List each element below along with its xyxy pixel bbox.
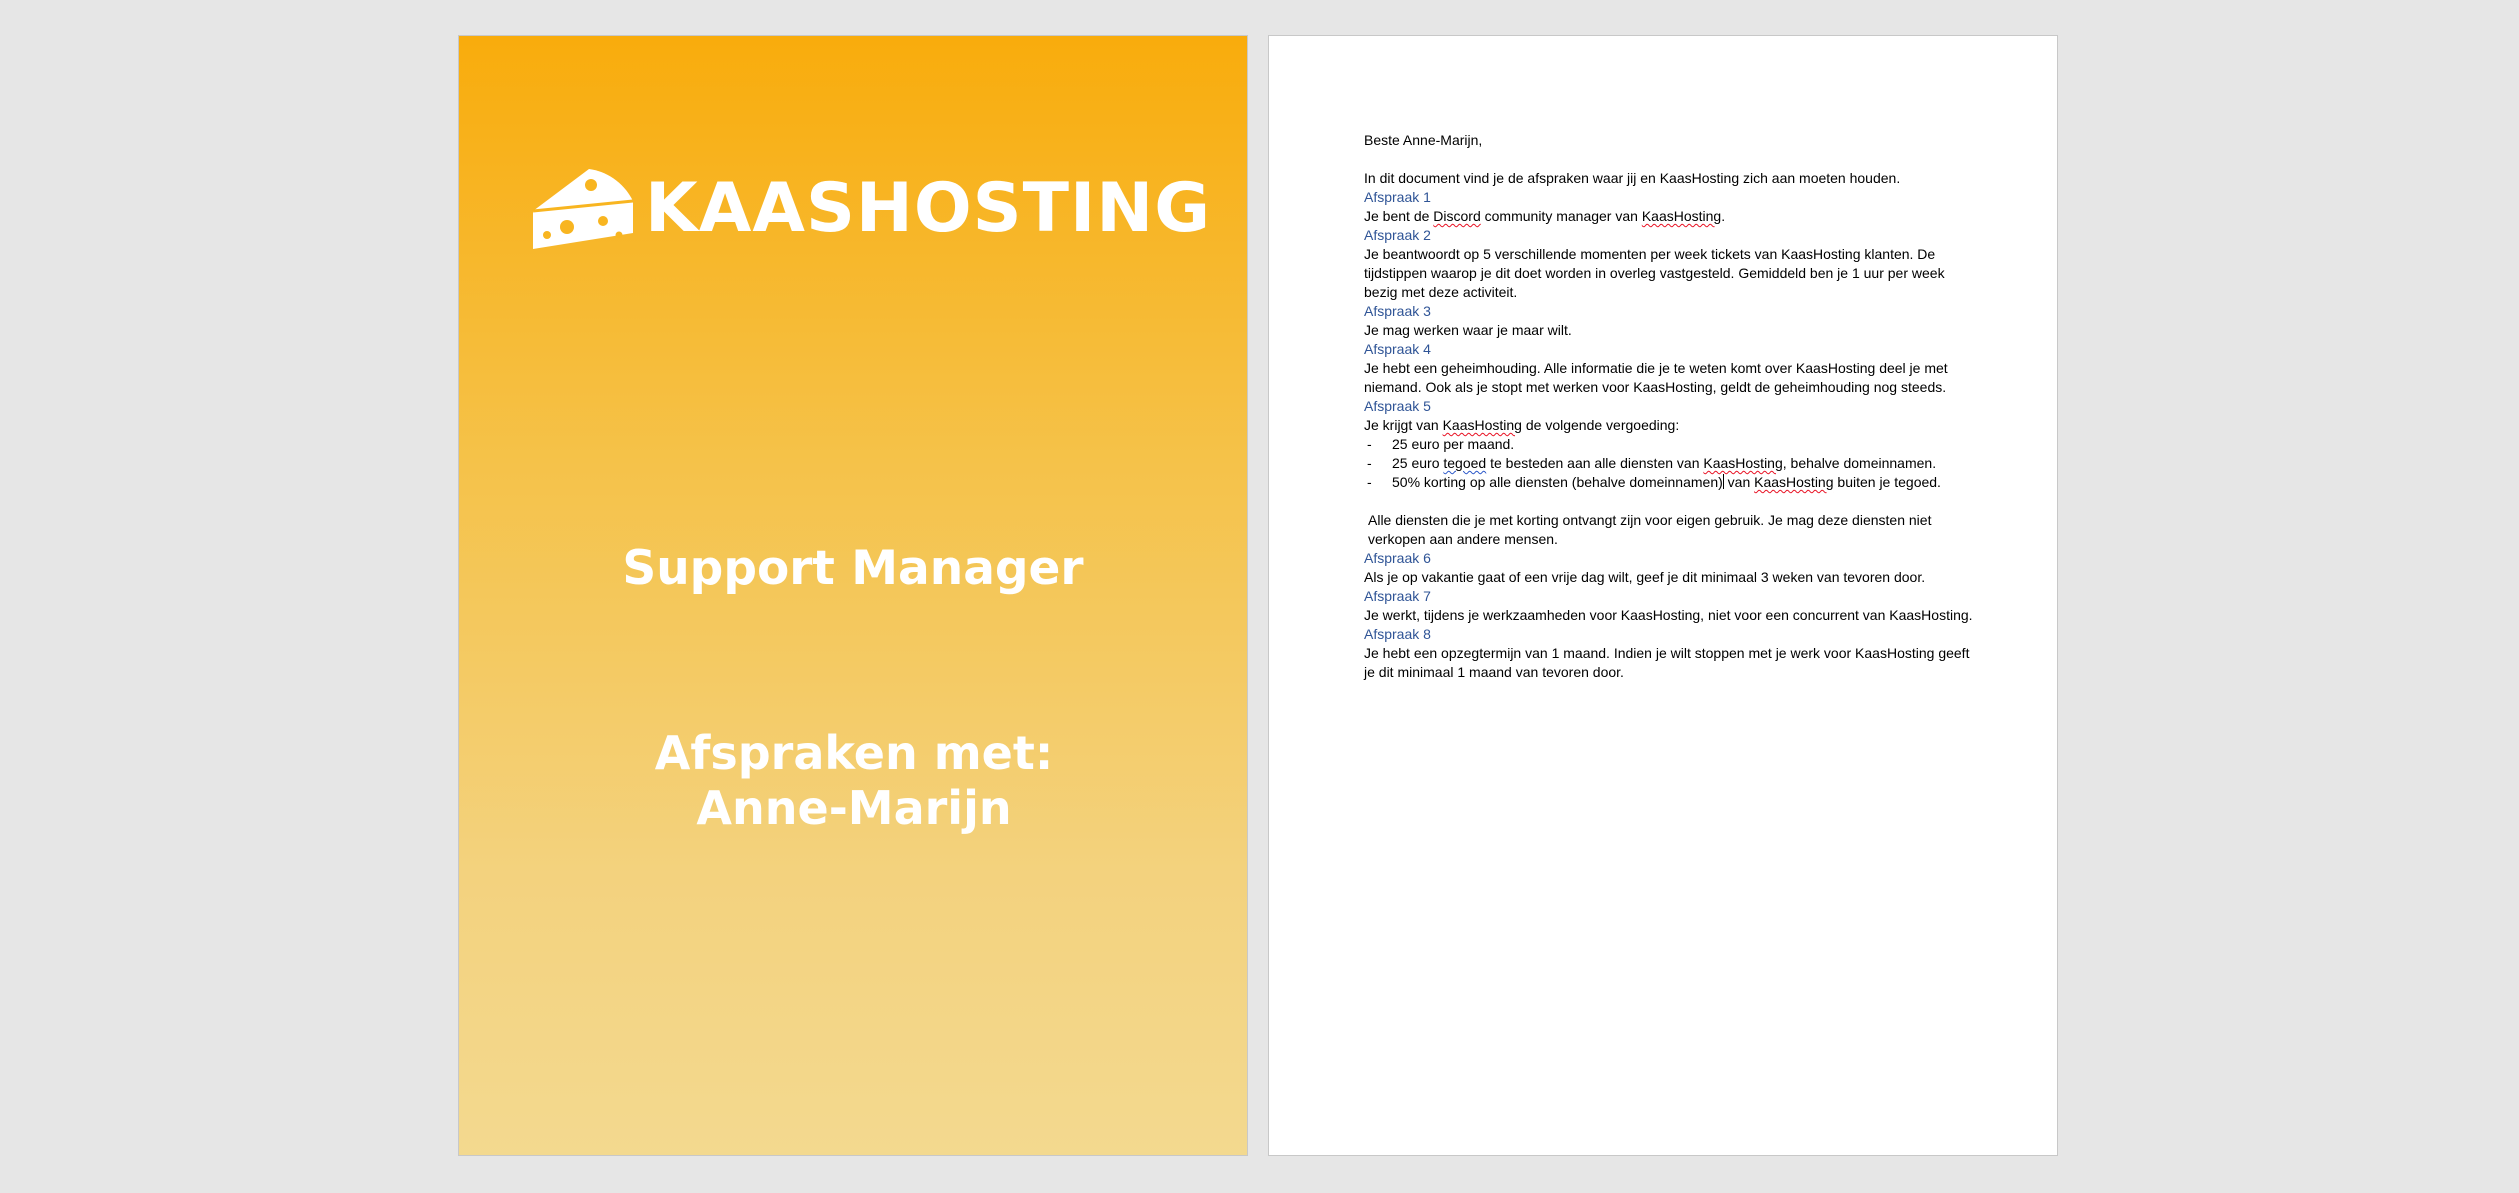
agreement-line-1: Afspraken met: bbox=[654, 726, 1054, 780]
grammar-word[interactable]: tegoed bbox=[1443, 455, 1487, 471]
heading-afspraak-6: Afspraak 6 bbox=[1364, 550, 1431, 566]
intro-paragraph: In dit document vind je de afspraken waar jij en KaasHosting zich aan moeten houden. bbox=[1364, 170, 1901, 186]
paragraph-afspraak-3: Je mag werken waar je maar wilt. bbox=[1364, 322, 1572, 338]
list-item: - 25 euro tegoed te besteden aan alle diensten van KaasHosting, behalve domeinnamen. bbox=[1364, 454, 1976, 473]
cover-subtitle: Support Manager bbox=[622, 541, 1084, 596]
spellcheck-word[interactable]: Discord bbox=[1433, 208, 1481, 224]
paragraph-afspraak-7: Je werkt, tijdens je werkzaamheden voor KaasHosting, niet voor een concurrent van KaasHosting. bbox=[1364, 607, 1973, 623]
heading-afspraak-2: Afspraak 2 bbox=[1364, 227, 1431, 243]
cover-page bbox=[458, 35, 1248, 1156]
paragraph-afspraak-5-note: Alle diensten die je met korting ontvangt zijn voor eigen gebruik. Je mag deze diensten niet verkopen aan andere mensen. bbox=[1368, 512, 1932, 547]
list-item: - 50% korting op alle diensten (behalve domeinnamen) van KaasHosting buiten je tegoed. bbox=[1364, 473, 1976, 492]
spellcheck-word[interactable]: KaasHosting bbox=[1754, 474, 1834, 490]
spellcheck-word[interactable]: KaasHosting bbox=[1442, 417, 1522, 433]
spellcheck-word[interactable]: KaasHosting bbox=[1703, 455, 1783, 471]
paragraph-afspraak-1: Je bent de Discord community manager van KaasHosting. bbox=[1364, 208, 1726, 224]
cheese-icon bbox=[527, 163, 639, 255]
heading-afspraak-8: Afspraak 8 bbox=[1364, 626, 1431, 642]
heading-afspraak-1: Afspraak 1 bbox=[1364, 189, 1431, 205]
cover-agreement-title bbox=[459, 726, 1249, 836]
paragraph-afspraak-5: Je krijgt van KaasHosting de volgende vergoeding: bbox=[1364, 417, 1680, 433]
greeting: Beste Anne-Marijn, bbox=[1364, 132, 1483, 148]
paragraph-afspraak-8: Je hebt een opzegtermijn van 1 maand. Indien je wilt stoppen met je werk voor KaasHosting geeft je dit minimaal 1 maand van tevoren door. bbox=[1364, 645, 1970, 680]
paragraph-afspraak-4: Je hebt een geheimhouding. Alle informatie die je te weten komt over KaasHosting deel je met niemand. Ook als je stopt met werken voor KaasHosting, geldt de geheimhouding nog steeds. bbox=[1364, 360, 1948, 395]
brand-name: KAASHOSTING bbox=[645, 169, 1212, 248]
heading-afspraak-7: Afspraak 7 bbox=[1364, 588, 1431, 604]
paragraph-afspraak-2: Je beantwoordt op 5 verschillende momenten per week tickets van KaasHosting klanten. De tijdstippen waarop je dit doet worden in overleg vastgesteld. Gemiddeld ben je 1 uur per week bezig met deze activiteit. bbox=[1364, 246, 1945, 300]
heading-afspraak-5: Afspraak 5 bbox=[1364, 398, 1431, 414]
heading-afspraak-4: Afspraak 4 bbox=[1364, 341, 1431, 357]
list-item: - 25 euro per maand. bbox=[1364, 435, 1976, 454]
document-body[interactable] bbox=[1364, 131, 1976, 682]
compensation-list bbox=[1364, 435, 1976, 492]
heading-afspraak-3: Afspraak 3 bbox=[1364, 303, 1431, 319]
paragraph-afspraak-6: Als je op vakantie gaat of een vrije dag wilt, geef je dit minimaal 3 weken van tevoren door. bbox=[1364, 569, 1926, 585]
spellcheck-word[interactable]: KaasHosting bbox=[1641, 208, 1722, 224]
brand-logo bbox=[527, 146, 1212, 271]
document-page[interactable] bbox=[1268, 35, 2058, 1156]
agreement-line-2: Anne-Marijn bbox=[696, 781, 1012, 835]
